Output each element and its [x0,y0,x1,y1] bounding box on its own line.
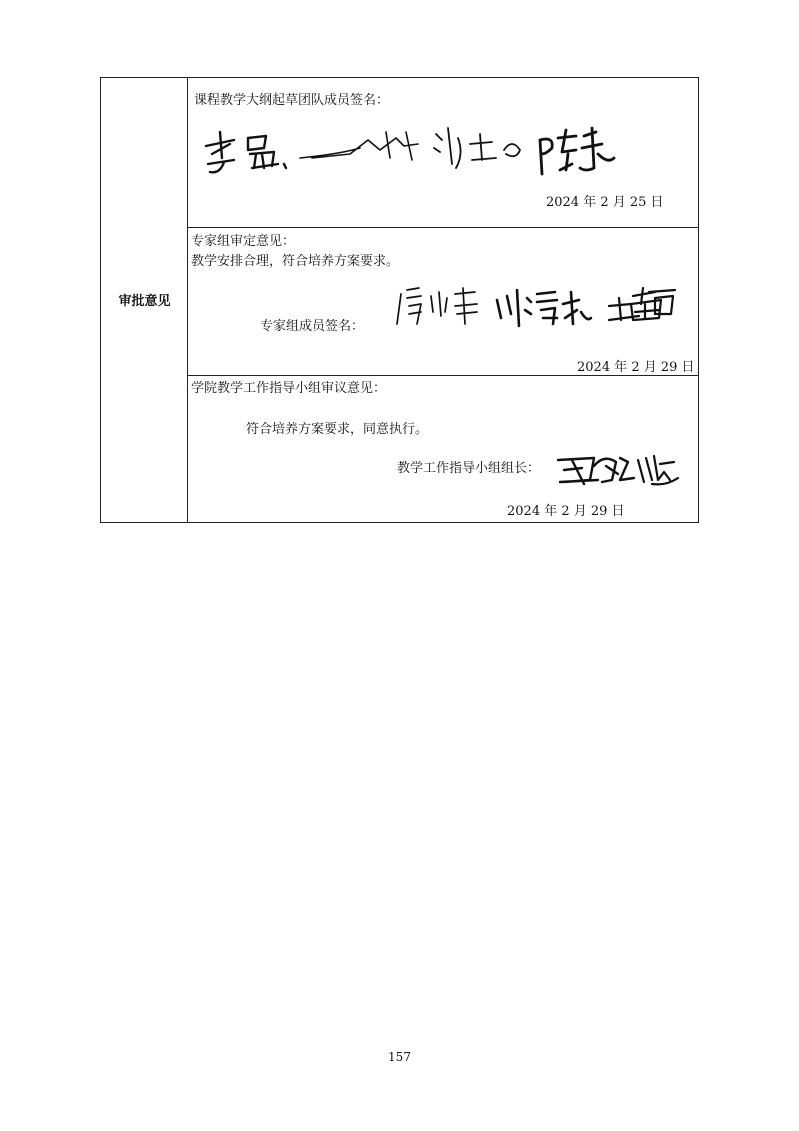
expert-group-sign-label: 专家组成员签名： [260,319,365,334]
expert-group-section [188,228,698,376]
college-group-section [188,376,698,523]
drafting-team-date: 2024 年 2 月 25 日 [546,195,664,210]
college-group-heading: 学院教学工作指导小组审议意见： [191,381,387,396]
page-number: 157 [388,1050,411,1064]
expert-group-signatures [393,284,683,330]
drafting-team-heading: 课程教学大纲起草团队成员签名： [194,93,390,108]
approval-label-cell [101,78,188,522]
college-group-opinion: 符合培养方案要求，同意执行。 [246,422,429,437]
expert-group-heading: 专家组审定意见： [191,234,296,249]
expert-group-date: 2024 年 2 月 29 日 [577,360,695,375]
approval-table [100,77,699,523]
college-group-leader-signature [554,450,684,490]
drafting-team-signatures [200,124,620,180]
expert-group-opinion: 教学安排合理，符合培养方案要求。 [191,254,400,269]
college-group-sign-label: 教学工作指导小组组长： [397,461,541,476]
college-group-date: 2024 年 2 月 29 日 [507,504,625,519]
drafting-team-section [188,78,698,228]
approval-label: 审批意见 [118,294,171,309]
